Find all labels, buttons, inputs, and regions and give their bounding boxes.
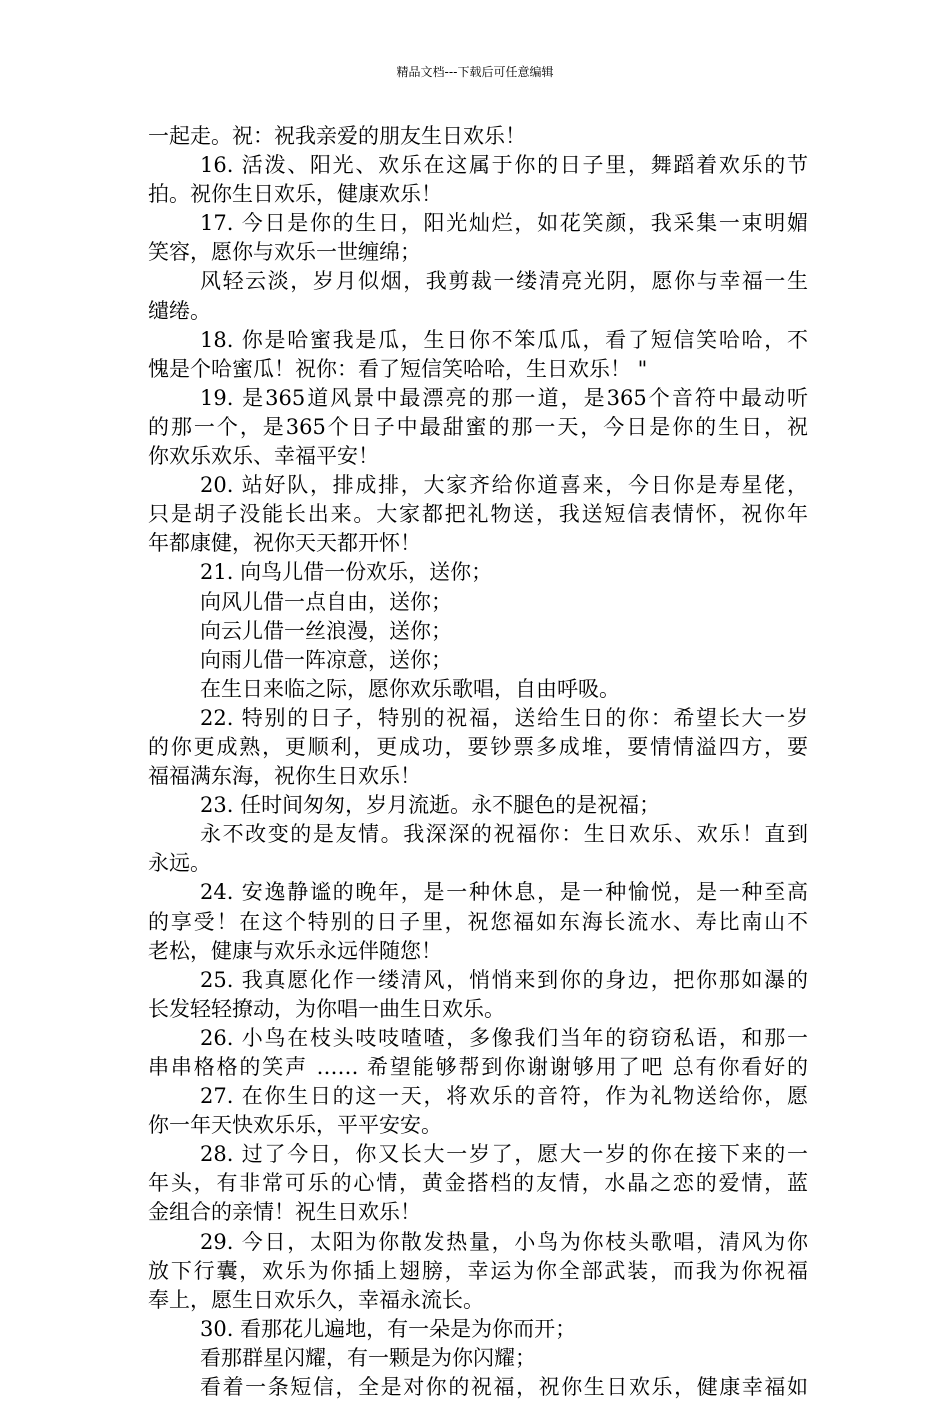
text-line: 长发轻轻撩动，为你唱一曲生日欢乐。 — [148, 996, 505, 1021]
text-line: 29. 今日，太阳为你散发热量，小鸟为你枝头歌唱，清风为你 — [200, 1229, 808, 1254]
text-line: 在生日来临之际，愿你欢乐歌唱，自由呼吸。 — [200, 676, 620, 701]
text-line: 金组合的亲情！祝生日欢乐！ — [148, 1200, 421, 1225]
text-line: 年都康健，祝你天天都开怀！ — [148, 531, 421, 556]
text-line: 串串格格的笑声 …… 希望能够帮到你谢谢够用了吧 总有你看好的 — [148, 1055, 808, 1079]
text-line: 28. 过了今日，你又长大一岁了，愿大一岁的你在接下来的一 — [200, 1142, 808, 1167]
text-line: 拍。祝你生日欢乐，健康欢乐！ — [148, 182, 442, 207]
text-line: 看那群星闪耀，有一颗是为你闪耀； — [200, 1345, 536, 1370]
text-line: 年头，有非常可乐的心情，黄金搭档的友情，水晶之恋的爱情，蓝 — [148, 1171, 808, 1196]
text-line: 20. 站好队，排成排，大家齐给你道喜来，今日你是寿星佬， — [200, 473, 808, 498]
text-line: 一起走。祝：祝我亲爱的朋友生日欢乐！ — [148, 124, 526, 148]
text-line: 向雨儿借一阵凉意，送你； — [200, 647, 452, 672]
text-line: 22. 特别的日子，特别的祝福，送给生日的你：希望长大一岁 — [200, 705, 808, 730]
text-line: 愧是个哈蜜瓜！祝你：看了短信笑哈哈，生日欢乐！ " — [148, 356, 648, 381]
text-line: 笑容，愿你与欢乐一世缠绵； — [148, 240, 421, 265]
text-line: 你欢乐欢乐、幸福平安！ — [148, 444, 379, 469]
text-line: 23. 任时间匆匆，岁月流逝。永不腿色的是祝福； — [200, 793, 661, 818]
text-line: 的享受！在这个特别的日子里，祝您福如东海长流水、寿比南山不 — [148, 909, 808, 934]
text-line: 26. 小鸟在枝头吱吱喳喳，多像我们当年的窃窃私语，和那一 — [200, 1025, 808, 1050]
text-line: 永不改变的是友情。我深深的祝福你：生日欢乐、欢乐！直到 — [200, 822, 808, 847]
text-line: 17. 今日是你的生日，阳光灿烂，如花笑颜，我采集一束明媚 — [200, 211, 808, 236]
text-line: 的你更成熟，更顺利，更成功，要钞票多成堆，要情情溢四方，要 — [148, 734, 808, 759]
text-line: 25. 我真愿化作一缕清风，悄悄来到你的身边，把你那如瀑的 — [200, 967, 808, 992]
text-line: 向风儿借一点自由，送你； — [200, 589, 452, 614]
text-line: 18. 你是哈蜜我是瓜，生日你不笨瓜瓜，看了短信笑哈哈，不 — [200, 327, 808, 352]
text-line: 的那一个，是365个日子中最甜蜜的那一天，今日是你的生日，祝 — [148, 414, 808, 439]
text-line: 向云儿借一丝浪漫，送你； — [200, 618, 452, 643]
text-line: 24. 安逸静谧的晚年，是一种休息，是一种愉悦，是一种至高 — [200, 880, 808, 905]
text-line: 老松，健康与欢乐永远伴随您！ — [148, 938, 442, 963]
document-body — [148, 122, 808, 1402]
text-line: 你一年天快欢乐乐，平平安安。 — [148, 1113, 442, 1138]
text-line: 16. 活泼、阳光、欢乐在这属于你的日子里，舞蹈着欢乐的节 — [200, 153, 808, 178]
page-header: 精品文档---下载后可任意编辑 — [396, 65, 554, 79]
text-line: 看着一条短信，全是对你的祝福，祝你生日欢乐，健康幸福如 — [200, 1375, 808, 1400]
text-line: 21. 向鸟儿借一份欢乐，送你； — [200, 560, 493, 585]
text-line: 30. 看那花儿遍地，有一朵是为你而开； — [200, 1316, 577, 1341]
text-line: 19. 是365道风景中最漂亮的那一道，是365个音符中最动听 — [200, 385, 808, 410]
text-line: 只是胡子没能长出来。大家都把礼物送，我送短信表情怀，祝你年 — [148, 502, 808, 527]
text-line: 福福满东海，祝你生日欢乐！ — [148, 764, 421, 789]
text-line: 27. 在你生日的这一天，将欢乐的音符，作为礼物送给你，愿 — [200, 1084, 808, 1109]
text-line: 放下行囊，欢乐为你插上翅膀，幸运为你全部武装，而我为你祝福 — [148, 1258, 808, 1283]
text-line: 风轻云淡，岁月似烟，我剪裁一缕清亮光阴，愿你与幸福一生 — [200, 269, 808, 294]
text-line: 永远。 — [148, 851, 211, 876]
text-line: 缱绻。 — [148, 298, 211, 323]
text-line: 奉上，愿生日欢乐久，幸福永流长。 — [148, 1287, 484, 1312]
